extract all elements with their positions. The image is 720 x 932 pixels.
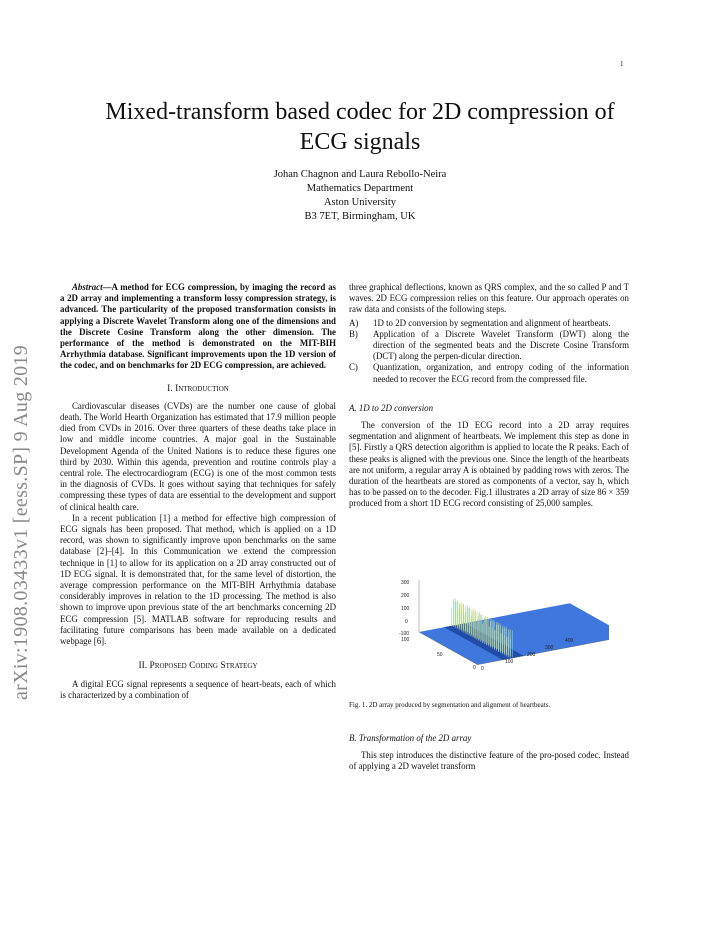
step-label: A): [349, 317, 359, 328]
figure-caption: Fig. 1. 2D array produced by segmentation and alignment of heartbeats.: [349, 700, 551, 709]
left-column: [60, 282, 336, 701]
author-department: Mathematics Department: [306, 183, 414, 194]
arxiv-stamp: arXiv:1908.03433v1 [eess.SP] 9 Aug 2019: [10, 344, 32, 700]
list-item: [349, 362, 629, 384]
figure-1: [349, 570, 609, 720]
y-tick-label: 300: [545, 644, 554, 651]
list-item: [349, 329, 629, 363]
intro-paragraph-2: In a recent publication [1] a method for effective high compression of ECG signals has been proposed. That method, which is applied on a 1D record, was shown to significantly improve upon benchmarks on the same database [2]–[4]. In this Communication we extend the compression technique in [1] to allow for its application on a 2D array constructed out of 1D ECG signal. It is demonstrated that, for the same level of distortion, the average compression performance on the MIT-BIH Arrhythmia database considerably improves in relation to the 1D processing. The method is also shown to improve upon previous state of the art benchmarks concerning 2D ECG compression [5]. MATLAB software for reproducing results and facilitating future comparisons has been made available on a dedicated webpage [6].: [60, 512, 336, 647]
abstract-text: —A method for ECG compression, by imaging the record as a 2D array and implementing a transform lossy compression strategy, is advanced. The particularity of the proposed transformation consists in applying a Discrete Wavelet Transform along one of the dimensions and the Discrete Cosine Transform along the other dimension. The performance of the method is demonstrated on the MIT-BIH Arrhythmia database. Significant improvements upon the 1D version of the codec, and on benchmarks for 2D ECG compression, are achieved.: [60, 282, 336, 371]
x-tick-label: 50: [437, 651, 443, 658]
step-text: 1D to 2D conversion by segmentation and alignment of heartbeats.: [373, 317, 611, 328]
step-text: Quantization, organization, and entropy coding of the information needed to recover the ECG record from the compressed file.: [373, 362, 629, 384]
z-tick-label: 300: [401, 579, 410, 586]
y-tick-label: 100: [505, 658, 514, 665]
y-tick-label: 200: [527, 651, 536, 658]
intro-paragraph-1: Cardiovascular diseases (CVDs) are the number one cause of global death. The World Hearth Organization has estimated that 17.9 million people died from CVDs in 2016. Over three quarters of these deaths take place in low and middle income countries. A major goal in the Sustainable Development Agenda of the United Nations is to reduce these figures one third by 2030. Within this agenda, prevention and routine controls play a central role. The electrocardiogram (ECG) is one of the most common tests in the diagnosis of CVDs. It goes without saying that techniques for safely compressing these types of data are essential to the development and support of clinical health care.: [60, 400, 336, 512]
transformation-paragraph: This step introduces the distinctive feature of the pro-posed codec. Instead of applying a 2D wavelet transform: [349, 750, 629, 772]
y-tick-label: 400: [565, 637, 574, 644]
abstract: [60, 282, 336, 372]
author-address: B3 7ET, Birmingham, UK: [304, 211, 416, 222]
x-tick-label: 100: [401, 636, 410, 643]
section-heading-coding-strategy: II. Proposed Coding Strategy: [138, 661, 258, 672]
right-column: [349, 282, 629, 772]
steps-list: [349, 318, 629, 385]
y-tick-label: 0: [481, 665, 484, 672]
x-tick-label: 0: [473, 664, 476, 671]
z-tick-label: 100: [401, 605, 410, 612]
subsection-heading-transformation: B. Transformation of the 2D array: [349, 732, 472, 743]
page-number: 1: [620, 60, 624, 68]
z-tick-label: -100: [399, 630, 410, 637]
abstract-label: Abstract: [72, 282, 103, 292]
author-block: [180, 168, 540, 224]
paper-title: Mixed-transform based codec for 2D compression of ECG signals: [105, 99, 615, 155]
z-tick-label: 0: [405, 618, 408, 625]
step-label: C): [349, 362, 358, 373]
coding-paragraph-1: A digital ECG signal represents a sequence of heart-beats, each of which is characterized by a combination of: [60, 678, 336, 700]
z-tick-label: 200: [401, 592, 410, 599]
step-label: B): [349, 328, 358, 339]
author-names: Johan Chagnon and Laura Rebollo-Neira: [273, 169, 447, 180]
section-heading-introduction: I. Introduction: [167, 383, 229, 394]
list-item: [349, 318, 629, 329]
surface-plot: [349, 570, 609, 720]
author-university: Aston University: [323, 197, 397, 208]
surface-mesh: [419, 580, 609, 665]
right-paragraph-1: three graphical deflections, known as QRS complex, and the so called P and T waves. 2D ECG compression relies on this feature. Our approach operates on raw data and consists of the following steps.: [349, 282, 629, 315]
conversion-paragraph: The conversion of the 1D ECG record into a 2D array requires segmentation and alignment of heartbeats. We implement this step as done in [5]. Firstly a QRS detection algorithm is applied to locate the R peaks. Each of these peaks is aligned with the previous one. Since the length of the heartbeats are not uniform, a regular array A is obtained by padding rows with zeros. The duration of the heartbeats are stored as components of a vector, say h, which has to be passed on to the decoder. Fig.1 illustrates a 2D array of size 86 × 359 produced from a short 1D ECG record consisting of 25,000 samples.: [349, 420, 629, 509]
subsection-heading-conversion: A. 1D to 2D conversion: [349, 402, 434, 413]
step-text: Application of a Discrete Wavelet Transform (DWT) along the direction of the segmented beats and the Discrete Cosine Transform (DCT) along the perpen-dicular direction.: [373, 328, 629, 362]
